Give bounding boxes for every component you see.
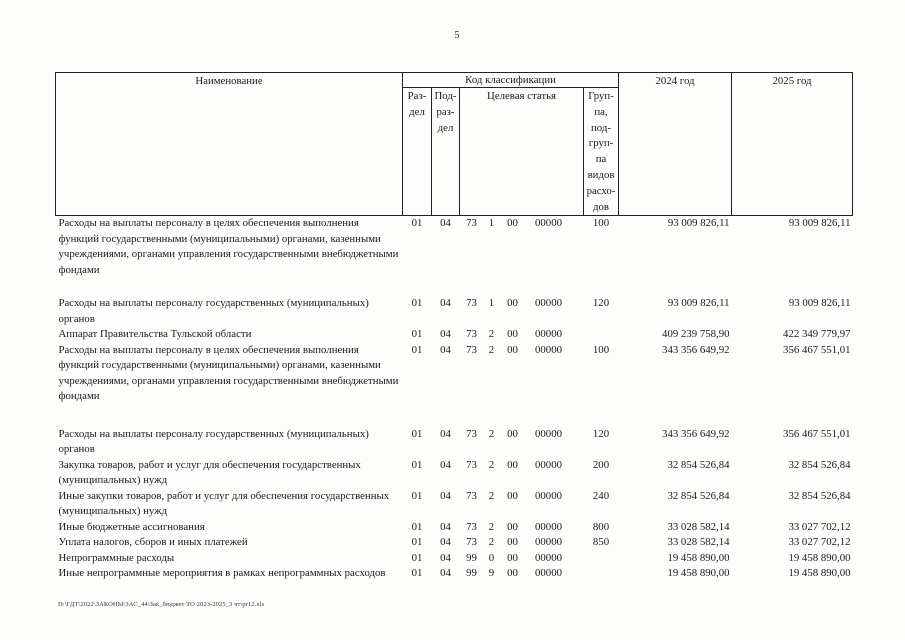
row-target-article: 73 2 00 00000 <box>466 343 562 356</box>
row-podrazdel: 04 <box>440 458 451 471</box>
row-spacer <box>56 278 853 296</box>
row-amount-2024: 343 356 649,92 <box>662 343 730 356</box>
row-target-article: 73 2 00 00000 <box>466 328 562 341</box>
row-amount-2025: 356 467 551,01 <box>783 343 851 356</box>
row-razdel: 01 <box>411 343 423 356</box>
row-razdel: 01 <box>411 217 423 230</box>
row-target-article: 73 1 00 00000 <box>466 217 562 230</box>
row-spacer <box>56 405 853 427</box>
row-amount-2025: 356 467 551,01 <box>783 427 851 440</box>
row-podrazdel: 04 <box>440 520 451 533</box>
table-row <box>56 427 853 458</box>
header-name: Наименование <box>56 73 403 216</box>
row-razdel: 01 <box>411 567 423 580</box>
row-expense-group: 850 <box>592 536 610 549</box>
row-expense-group <box>584 327 619 343</box>
header-year-2024: 2024 год <box>619 73 732 216</box>
table-row <box>56 458 853 489</box>
row-expense-group: 800 <box>592 520 610 533</box>
row-expense-group <box>584 551 619 567</box>
row-podrazdel: 04 <box>440 217 451 230</box>
row-target-article: 73 1 00 00000 <box>466 297 562 310</box>
row-target-article: 99 0 00 00000 <box>466 551 562 564</box>
row-amount-2025: 33 027 702,12 <box>788 520 851 533</box>
row-razdel: 01 <box>411 520 423 533</box>
table-row <box>56 566 853 582</box>
row-podrazdel: 04 <box>440 328 451 341</box>
row-name: Иные закупки товаров, работ и услуг для обеспечения государственных (муниципальных) нужд <box>58 489 390 518</box>
row-target-article: 73 2 00 00000 <box>466 520 562 533</box>
row-amount-2025: 32 854 526,84 <box>788 458 851 471</box>
table-row <box>56 327 853 343</box>
header-podrazdel: Под- раз- дел <box>432 88 460 216</box>
header-razdel: Раз- дел <box>403 88 432 216</box>
table-row <box>56 489 853 520</box>
table-row <box>56 520 853 536</box>
row-podrazdel: 04 <box>440 297 451 310</box>
row-target-article: 73 2 00 00000 <box>466 536 562 549</box>
row-amount-2024: 32 854 526,84 <box>667 489 730 502</box>
row-razdel: 01 <box>411 328 423 341</box>
row-amount-2025: 93 009 826,11 <box>788 217 851 230</box>
footer-file-path: D:\ГДТ\2022\ЗАКОНЫ\ЗАС_44\Зак_бюджет ТО 2023-2025_3 чт\pr12.xls <box>58 601 265 608</box>
row-razdel: 01 <box>411 458 423 471</box>
row-amount-2024: 19 458 890,00 <box>667 567 730 580</box>
row-podrazdel: 04 <box>440 427 451 440</box>
row-expense-group: 100 <box>592 343 610 356</box>
row-razdel: 01 <box>411 551 423 564</box>
row-name: Иные бюджетные ассигнования <box>58 520 205 533</box>
row-target-article: 73 2 00 00000 <box>466 458 562 471</box>
row-podrazdel: 04 <box>440 536 451 549</box>
row-amount-2025: 93 009 826,11 <box>788 297 851 310</box>
table-row <box>56 296 853 327</box>
row-amount-2025: 19 458 890,00 <box>788 567 851 580</box>
row-target-article: 99 9 00 00000 <box>466 567 562 580</box>
row-razdel: 01 <box>411 427 423 440</box>
page-number: 5 <box>454 30 460 41</box>
row-expense-group: 120 <box>592 427 610 440</box>
table-row <box>56 551 853 567</box>
row-amount-2025: 32 854 526,84 <box>788 489 851 502</box>
row-name: Расходы на выплаты персоналу государственных (муниципальных) органов <box>58 427 369 456</box>
table-row <box>56 343 853 405</box>
row-amount-2024: 343 356 649,92 <box>662 427 730 440</box>
row-amount-2024: 19 458 890,00 <box>667 551 730 564</box>
table-row <box>56 216 853 279</box>
row-expense-group: 120 <box>592 297 610 310</box>
row-name: Расходы на выплаты персоналу государственных (муниципальных) органов <box>58 297 369 325</box>
row-expense-group: 100 <box>592 217 610 230</box>
row-expense-group: 200 <box>592 458 610 471</box>
row-name: Иные непрограммные мероприятия в рамках непрограммных расходов <box>58 567 386 580</box>
header-expense-group: Груп- па, под- груп- па видов расхо- дов <box>584 88 619 216</box>
header-target-article: Целевая статья <box>460 88 584 216</box>
row-amount-2025: 19 458 890,00 <box>788 551 851 564</box>
row-target-article: 73 2 00 00000 <box>466 427 562 440</box>
row-podrazdel: 04 <box>440 343 451 356</box>
header-code-group: Код классификации <box>403 73 619 88</box>
row-amount-2025: 33 027 702,12 <box>788 536 851 549</box>
row-amount-2024: 33 028 582,14 <box>667 520 730 533</box>
row-name: Непрограммные расходы <box>58 551 175 564</box>
row-name: Закупка товаров, работ и услуг для обеспечения государственных (муниципальных) нужд <box>58 458 361 487</box>
row-amount-2024: 409 239 758,90 <box>662 328 730 341</box>
row-expense-group <box>584 566 619 582</box>
row-name: Расходы на выплаты персоналу в целях обеспечения выполнения функций государственными (муниципальными) органами, казенными учреждениями, органами управления государственными внебюджетными фондами <box>58 343 399 403</box>
row-razdel: 01 <box>411 489 423 502</box>
row-expense-group: 240 <box>592 489 610 502</box>
header-year-2025: 2025 год <box>732 73 853 216</box>
row-razdel: 01 <box>411 297 423 310</box>
row-amount-2024: 93 009 826,11 <box>667 217 730 230</box>
row-amount-2024: 32 854 526,84 <box>667 458 730 471</box>
row-amount-2025: 422 349 779,97 <box>783 328 851 341</box>
table-row <box>56 535 853 551</box>
row-podrazdel: 04 <box>440 551 451 564</box>
row-name: Уплата налогов, сборов и иных платежей <box>58 536 248 549</box>
row-podrazdel: 04 <box>440 489 451 502</box>
row-amount-2024: 93 009 826,11 <box>667 297 730 310</box>
row-podrazdel: 04 <box>440 567 451 580</box>
budget-table <box>55 72 853 582</box>
row-name: Аппарат Правительства Тульской области <box>58 328 252 341</box>
row-target-article: 73 2 00 00000 <box>466 489 562 502</box>
row-razdel: 01 <box>411 536 423 549</box>
row-name: Расходы на выплаты персоналу в целях обеспечения выполнения функций государственными (муниципальными) органами, казенными учреждениями, органами управления государственными внебюджетными фондами <box>58 217 399 276</box>
row-amount-2024: 33 028 582,14 <box>667 536 730 549</box>
